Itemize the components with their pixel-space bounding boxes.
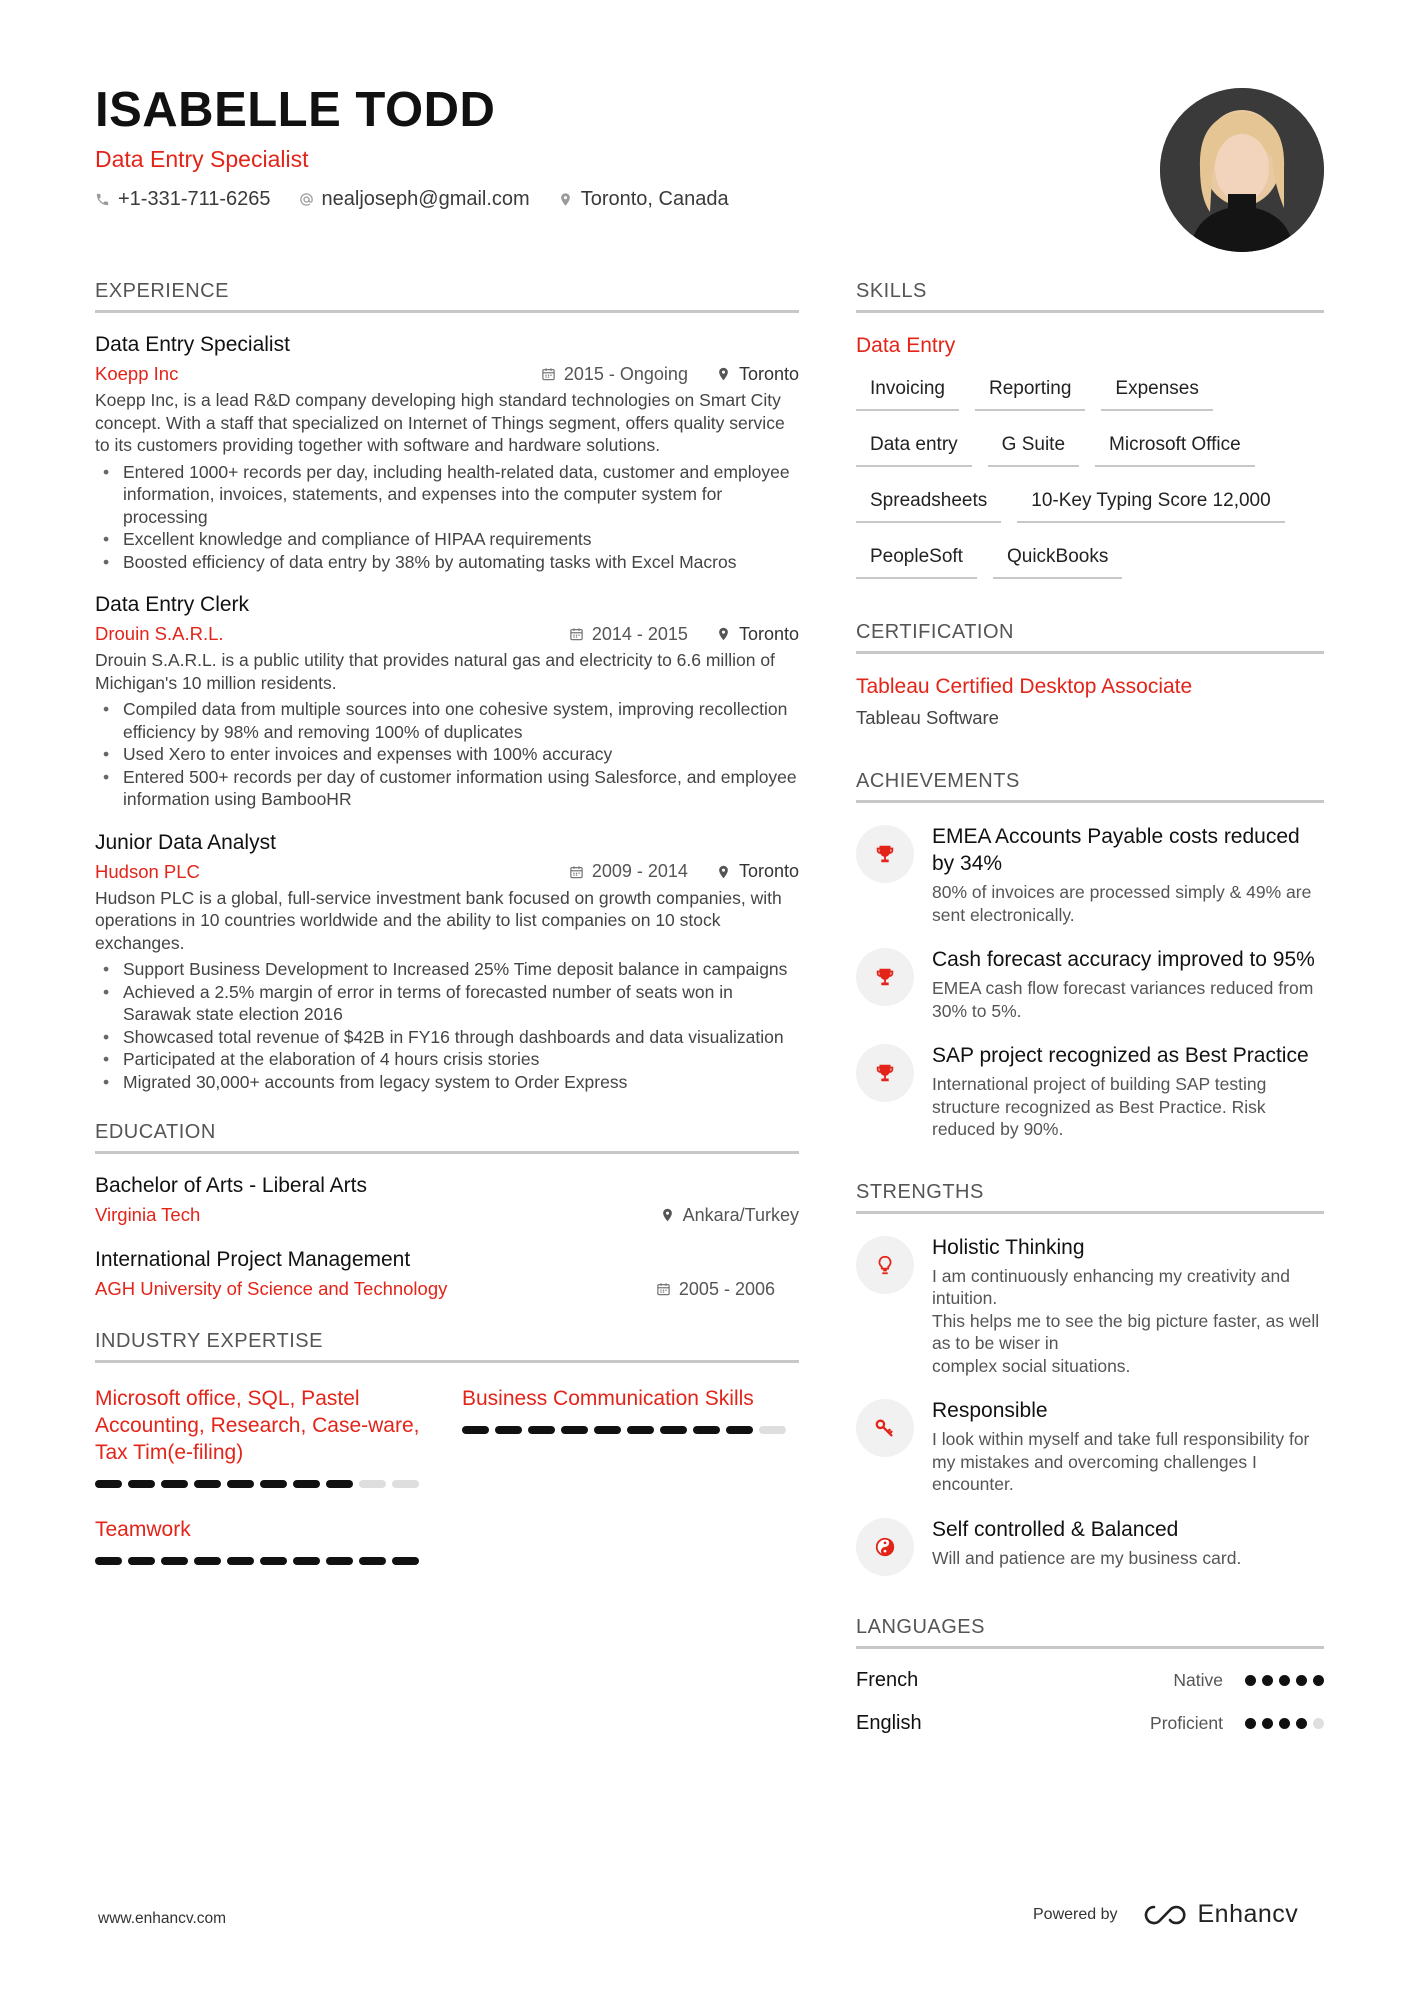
company-description: Drouin S.A.R.L. is a public utility that provides natural gas and electricity to 6.6 million of Michigan's 10 million residents. <box>95 650 775 693</box>
trophy-icon <box>874 966 896 988</box>
brand-logo[interactable] <box>1142 1900 1299 1929</box>
bullet-item: • Migrated 30,000+ accounts from legacy system to Order Express <box>95 1071 799 1094</box>
header <box>95 80 1095 211</box>
level-dash <box>293 1480 320 1488</box>
contact-phone[interactable] <box>95 188 271 211</box>
strength-title: Responsible <box>932 1399 1048 1422</box>
strength-description: I am continuously enhancing my creativity and intuition. This helps me to see the big picture faster, as well as to be wiser in complex social situations. <box>932 1265 1320 1376</box>
contact-row <box>95 188 1095 211</box>
level-dash <box>759 1426 786 1434</box>
level-dot <box>1245 1675 1256 1686</box>
level-dot <box>1296 1718 1307 1729</box>
job-bullets <box>95 958 799 1093</box>
education-section <box>95 1119 799 1302</box>
level-dot <box>1313 1675 1324 1686</box>
level-dash <box>326 1480 353 1488</box>
achievement-title: SAP project recognized as Best Practice <box>932 1044 1309 1067</box>
level-dash <box>161 1557 188 1565</box>
achievement-item <box>856 1042 1324 1141</box>
bullet-item: • Compiled data from multiple sources into one cohesive system, improving recollection efficiency by 98% and removing 100% of duplicates <box>95 698 799 743</box>
skill-tag: PeopleSoft <box>856 541 977 579</box>
language-row <box>856 1669 1324 1692</box>
language-name: English <box>856 1711 922 1734</box>
section-title-achievements: ACHIEVEMENTS <box>856 768 1324 803</box>
expertise-label: Business Communication Skills <box>462 1387 754 1410</box>
level-dash <box>594 1426 621 1434</box>
trophy-icon <box>874 1062 896 1084</box>
bullet-item: • Showcased total revenue of $42B in FY16 through dashboards and data visualization <box>95 1026 799 1049</box>
expertise-item <box>462 1385 787 1488</box>
achievement-item <box>856 823 1324 926</box>
company-name: Drouin S.A.R.L. <box>95 623 224 644</box>
skill-tag: Reporting <box>975 373 1085 411</box>
level-dot <box>1262 1718 1273 1729</box>
level-dot <box>1279 1675 1290 1686</box>
skill-tag: QuickBooks <box>993 541 1122 579</box>
level-dash <box>260 1480 287 1488</box>
level-dash <box>227 1480 254 1488</box>
bullet-item: • Excellent knowledge and compliance of HIPAA requirements <box>95 528 799 551</box>
right-column <box>856 278 1324 1761</box>
location-pin-icon <box>716 366 731 382</box>
bullet-item: • Participated at the elaboration of 4 hours crisis stories <box>95 1048 799 1071</box>
achievement-title: EMEA Accounts Payable costs reduced by 34% <box>932 825 1300 875</box>
bullet-item: • Entered 500+ records per day of customer information using Salesforce, and employee information using BambooHR <box>95 766 799 811</box>
company-description: Hudson PLC is a global, full-service investment bank focused on growth companies, with operations in 10 countries worldwide and the ability to list companies on 10 stock exchanges. <box>95 887 782 953</box>
achievement-description: 80% of invoices are processed simply & 49% are sent electronically. <box>932 882 1312 925</box>
certification-name: Tableau Certified Desktop Associate <box>856 675 1193 698</box>
left-column <box>95 278 799 1591</box>
strength-item <box>856 1397 1324 1496</box>
bullet-item: • Used Xero to enter invoices and expenses with 100% accuracy <box>95 743 799 766</box>
school-name: Virginia Tech <box>95 1204 201 1225</box>
expertise-item <box>95 1385 420 1488</box>
level-dash <box>293 1557 320 1565</box>
level-dash <box>194 1557 221 1565</box>
section-title-skills: SKILLS <box>856 278 1324 313</box>
achievement-description: International project of building SAP testing structure recognized as Best Practice. Risk reduced by 90%. <box>932 1074 1267 1139</box>
location-pin-icon <box>716 864 731 880</box>
skill-tag: Invoicing <box>856 373 959 411</box>
strengths-section <box>856 1179 1324 1576</box>
skill-tag: Expenses <box>1101 373 1212 411</box>
level-dash <box>128 1557 155 1565</box>
achievements-section <box>856 768 1324 1141</box>
footer-website[interactable]: www.enhancv.com <box>98 1910 227 1927</box>
level-dot <box>1279 1718 1290 1729</box>
achievement-item <box>856 946 1324 1022</box>
level-dash <box>95 1557 122 1565</box>
strength-item <box>856 1234 1324 1378</box>
key-icon <box>874 1417 896 1439</box>
education-entry <box>95 1172 799 1228</box>
phone-icon <box>95 192 110 207</box>
skill-category: Data Entry <box>856 334 956 357</box>
job-entry <box>95 591 799 811</box>
expertise-level-bar <box>462 1426 787 1434</box>
achievement-title: Cash forecast accuracy improved to 95% <box>932 948 1315 971</box>
achievement-description: EMEA cash flow forecast variances reduced from 30% to 5%. <box>932 978 1314 1021</box>
footer-branding <box>1033 1900 1298 1929</box>
at-icon <box>299 192 314 207</box>
level-dash <box>161 1480 188 1488</box>
calendar-icon <box>656 1281 671 1297</box>
level-dash <box>660 1426 687 1434</box>
job-entry <box>95 331 799 573</box>
yin-yang-icon <box>874 1536 896 1558</box>
company-name: Koepp Inc <box>95 363 179 384</box>
brand-name: Enhancv <box>1197 1900 1299 1928</box>
level-dash <box>359 1480 386 1488</box>
skill-tag: G Suite <box>988 429 1079 467</box>
level-dash <box>194 1480 221 1488</box>
strength-description: I look within myself and take full responsibility for my mistakes and overcoming challenges I encounter. <box>932 1429 1310 1494</box>
company-name: Hudson PLC <box>95 860 200 882</box>
school-name: AGH University of Science and Technology <box>95 1278 448 1299</box>
calendar-icon <box>569 626 584 642</box>
skill-tag: 10-Key Typing Score 12,000 <box>1017 485 1284 523</box>
skill-tag: Spreadsheets <box>856 485 1001 523</box>
level-dash <box>359 1557 386 1565</box>
education-entry <box>95 1246 799 1302</box>
level-dash <box>693 1426 720 1434</box>
job-entry <box>95 829 799 1094</box>
skill-tag: Microsoft Office <box>1095 429 1255 467</box>
bullet-item: • Support Business Development to Increased 25% Time deposit balance in campaigns <box>95 958 799 981</box>
skills-section <box>856 278 1324 579</box>
job-location: Toronto <box>716 861 799 882</box>
strength-title: Holistic Thinking <box>932 1235 1085 1259</box>
candidate-name: ISABELLE TODD <box>95 83 496 137</box>
language-name: French <box>856 1668 919 1691</box>
trophy-icon <box>874 843 896 865</box>
job-bullets <box>95 461 799 574</box>
section-title-expertise: INDUSTRY EXPERTISE <box>95 1328 799 1363</box>
job-title: Junior Data Analyst <box>95 830 276 854</box>
section-title-certification: CERTIFICATION <box>856 619 1324 654</box>
level-dash <box>561 1426 588 1434</box>
level-dot <box>1296 1675 1307 1686</box>
level-dash <box>392 1480 419 1488</box>
experience-section <box>95 278 799 1093</box>
language-level: Proficient <box>1150 1712 1223 1733</box>
level-dot <box>1262 1675 1273 1686</box>
job-bullets <box>95 698 799 811</box>
lightbulb-icon <box>874 1254 896 1276</box>
job-location: Toronto <box>716 624 799 645</box>
job-title: Data Entry Specialist <box>95 333 290 356</box>
location-pin-icon <box>558 192 573 207</box>
degree-title: Bachelor of Arts - Liberal Arts <box>95 1174 367 1197</box>
level-dash <box>227 1557 254 1565</box>
education-dates: 2005 - 2006 <box>656 1279 775 1300</box>
company-description: Koepp Inc, is a lead R&D company developing high standard technologies on Smart City concept. With a staff that specialized on Internet of Things segment, offers quality service to its customers providing together with software and hardware solutions. <box>95 390 785 455</box>
level-dash <box>528 1426 555 1434</box>
calendar-icon <box>541 366 556 382</box>
candidate-title: Data Entry Specialist <box>95 146 309 172</box>
expertise-label: Teamwork <box>95 1518 191 1541</box>
job-dates: 2014 - 2015 <box>569 624 688 645</box>
language-row <box>856 1712 1324 1735</box>
skill-tag: Data entry <box>856 429 972 467</box>
level-dot <box>1245 1718 1256 1729</box>
section-title-languages: LANGUAGES <box>856 1614 1324 1649</box>
expertise-label: Microsoft office, SQL, Pastel Accounting, Research, Case-ware, Tax Tim(e-filing) <box>95 1387 420 1464</box>
contact-email[interactable] <box>299 188 530 211</box>
expertise-level-bar <box>95 1480 420 1488</box>
level-dash <box>627 1426 654 1434</box>
level-dash <box>495 1426 522 1434</box>
language-level-dots <box>1245 1675 1324 1686</box>
job-title: Data Entry Clerk <box>95 593 250 616</box>
level-dot <box>1313 1718 1324 1729</box>
portrait-image <box>1160 88 1324 252</box>
certification-org: Tableau Software <box>856 707 999 728</box>
job-dates: 2015 - Ongoing <box>541 364 688 385</box>
certification-section <box>856 619 1324 730</box>
job-dates: 2009 - 2014 <box>569 861 688 882</box>
bullet-item: • Entered 1000+ records per day, including health-related data, customer and employee information, invoices, statements, and expenses into the computer system for processing <box>95 461 799 529</box>
location-pin-icon <box>660 1207 675 1223</box>
degree-title: International Project Management <box>95 1248 411 1271</box>
location-text: Toronto, Canada <box>580 188 729 210</box>
section-title-strengths: STRENGTHS <box>856 1179 1324 1214</box>
level-dash <box>726 1426 753 1434</box>
expertise-item <box>95 1516 420 1565</box>
section-title-education: EDUCATION <box>95 1119 799 1154</box>
languages-section <box>856 1614 1324 1735</box>
bullet-item: • Achieved a 2.5% margin of error in terms of forecasted number of seats won in Sarawak state election 2016 <box>95 981 799 1026</box>
strength-title: Self controlled & Balanced <box>932 1517 1179 1541</box>
education-location: Ankara/Turkey <box>660 1205 799 1226</box>
expertise-section <box>95 1328 799 1565</box>
level-dash <box>462 1426 489 1434</box>
email-text: nealjoseph@gmail.com <box>321 188 530 210</box>
strength-item <box>856 1516 1324 1576</box>
contact-location <box>558 188 729 211</box>
section-title-experience: EXPERIENCE <box>95 278 799 313</box>
level-dash <box>392 1557 419 1565</box>
expertise-level-bar <box>95 1557 420 1565</box>
level-dash <box>326 1557 353 1565</box>
enhancv-logo-icon <box>1142 1903 1188 1927</box>
profile-photo <box>1160 88 1324 252</box>
level-dash <box>95 1480 122 1488</box>
language-level-dots <box>1245 1718 1324 1729</box>
calendar-icon <box>569 864 584 880</box>
level-dash <box>260 1557 287 1565</box>
bullet-item: • Boosted efficiency of data entry by 38% by automating tasks with Excel Macros <box>95 551 799 574</box>
skill-tags <box>856 373 1324 579</box>
language-level: Native <box>1173 1669 1223 1690</box>
job-location: Toronto <box>716 364 799 385</box>
powered-by-text: Powered by <box>1033 1905 1118 1923</box>
level-dash <box>128 1480 155 1488</box>
phone-text: +1-331-711-6265 <box>118 188 271 210</box>
strength-description: Will and patience are my business card. <box>932 1547 1242 1568</box>
location-pin-icon <box>716 626 731 642</box>
